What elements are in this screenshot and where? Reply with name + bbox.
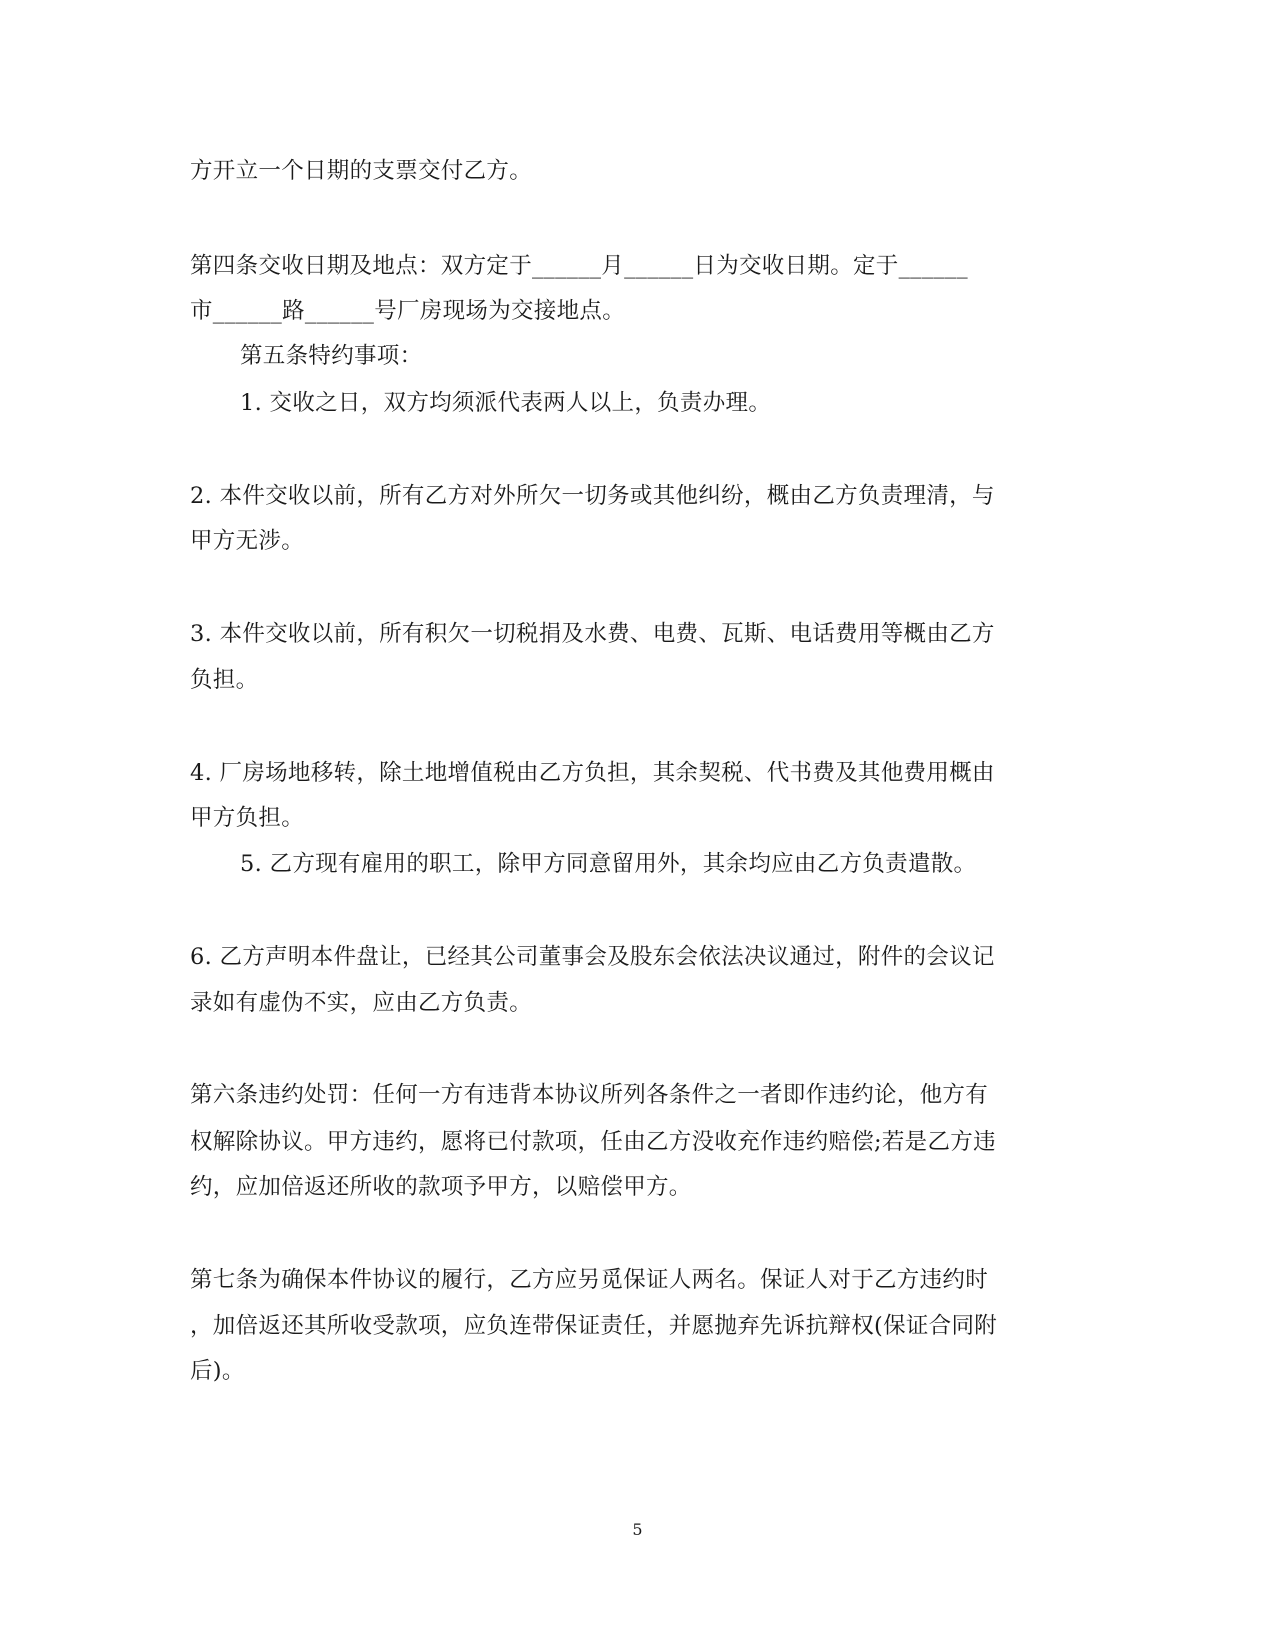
list-item: 5. 乙方现有雇用的职工，除甲方同意留用外，其余均应由乙方负责遣散。 — [240, 851, 977, 877]
list-item: 3. 本件交收以前，所有积欠一切税捐及水费、电费、瓦斯、电话费用等概由乙方 — [190, 621, 995, 647]
page-number: 5 — [632, 1520, 643, 1539]
text-line: 录如有虚伪不实，应由乙方负责。 — [190, 990, 533, 1016]
text-line: 约，应加倍返还所收的款项予甲方，以赔偿甲方。 — [190, 1174, 692, 1200]
section-heading: 第五条特约事项： — [240, 343, 423, 369]
text-line: 第四条交收日期及地点：双方定于______月______日为交收日期。定于______ — [190, 253, 968, 279]
text-line: 甲方无涉。 — [190, 528, 305, 554]
list-item: 1. 交收之日，双方均须派代表两人以上，负责办理。 — [240, 390, 772, 416]
text-line: 负担。 — [190, 667, 259, 693]
text-line: 方开立一个日期的支票交付乙方。 — [190, 158, 533, 184]
text-line: ，加倍返还其所收受款项，应负连带保证责任，并愿抛弃先诉抗辩权(保证合同附 — [190, 1313, 998, 1339]
text-line: 权解除协议。甲方违约，愿将已付款项，任由乙方没收充作违约赔偿;若是乙方违 — [190, 1129, 996, 1155]
text-line: 后)。 — [190, 1358, 245, 1384]
list-item: 2. 本件交收以前，所有乙方对外所欠一切务或其他纠纷，概由乙方负责理清，与 — [190, 483, 995, 509]
list-item: 6. 乙方声明本件盘让，已经其公司董事会及股东会依法决议通过，附件的会议记 — [190, 944, 995, 970]
list-item: 4. 厂房场地移转，除土地增值税由乙方负担，其余契税、代书费及其他费用概由 — [190, 760, 995, 786]
text-line: 市______路______号厂房现场为交接地点。 — [190, 298, 626, 324]
text-line: 甲方负担。 — [190, 805, 305, 831]
section-heading: 第七条为确保本件协议的履行，乙方应另觅保证人两名。保证人对于乙方违约时 — [190, 1267, 989, 1293]
section-heading: 第六条违约处罚：任何一方有违背本协议所列各条件之一者即作违约论，他方有 — [190, 1082, 989, 1108]
